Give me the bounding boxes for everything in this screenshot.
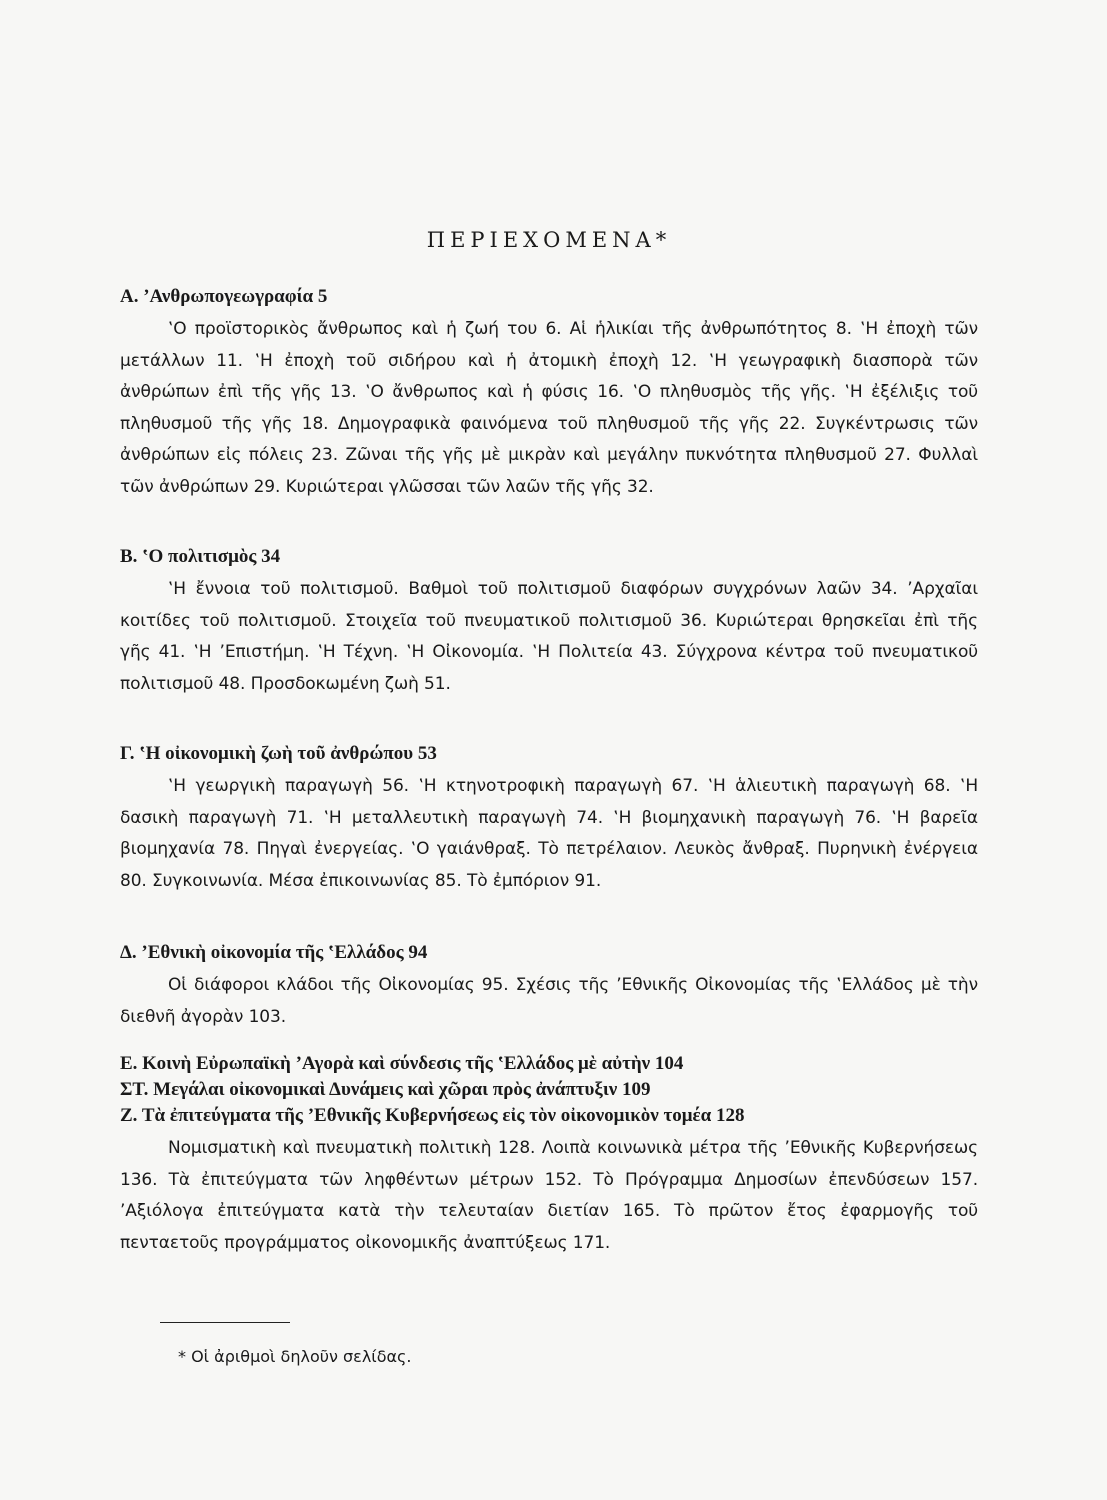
section-c-heading: Γ. ‛Η οἰκονομικὴ ζωὴ τοῦ ἀνθρώπου 53 [120,743,437,764]
section-c [120,741,978,897]
section-d-heading: Δ. ’Εθνικὴ οἰκονομία τῆς ‛Ελλάδος 94 [120,942,428,963]
section-e-heading: Ε. Κοινὴ Εὐρωπαϊκὴ ’Αγορὰ καὶ σύνδεσις τῆς ‛Ελλάδος μὲ αὐτὴν 104 [120,1053,684,1074]
section-z-heading: Ζ. Τὰ ἐπιτεύγματα τῆς ’Εθνικῆς Κυβερνήσεως εἰς τὸν οἰκονομικὸν τομέα 128 [120,1105,745,1126]
section-c-body: ‛Η γεωργικὴ παραγωγὴ 56. ‛Η κτηνοτροφικὴ παραγωγὴ 67. ‛Η ἁλιευτικὴ παραγωγὴ 68. ‛Η δασικὴ παραγωγὴ 71. ‛Η μεταλλευτικὴ παραγωγὴ 74. ‛Η βιομηχανικὴ παραγωγὴ 76. ‛Η βαρεῖα βιομηχανία 78. Πηγαὶ ἐνεργείας. ‛Ο γαιάνθραξ. Τὸ πετρέλαιον. Λευκὸς ἄνθραξ. Πυρηνικὴ ἐνέργεια 80. Συγκοινωνία. Μέσα ἐπικοινωνίας 85. Τὸ ἐμπόριον 91. [120,776,978,891]
section-d-body: Οἱ διάφοροι κλάδοι τῆς Οἰκονομίας 95. Σχέσις τῆς ’Εθνικῆς Οἰκονομίας τῆς ‛Ελλάδος μὲ τὴν διεθνῆ ἀγορὰν 103. [120,975,978,1027]
section-a-body: ‛Ο προϊστορικὸς ἄνθρωπος καὶ ἡ ζωή του 6. Αἱ ἡλικίαι τῆς ἀνθρωπότητος 8. ‛Η ἐποχὴ τῶν μετάλλων 11. ‛Η ἐποχὴ τοῦ σιδήρου καὶ ἡ ἀτομικὴ ἐποχὴ 12. ‛Η γεωγραφικὴ διασπορὰ τῶν ἀνθρώπων ἐπὶ τῆς γῆς 13. ‛Ο ἄνθρωπος καὶ ἡ φύσις 16. ‛Ο πληθυσμὸς τῆς γῆς. ‛Η ἐξέλιξις τοῦ πληθυσμοῦ τῆς γῆς 18. Δημογραφικὰ φαινόμενα τοῦ πληθυσμοῦ τῆς γῆς 22. Συγκέντρωσις τῶν ἀνθρώπων εἰς πόλεις 23. Ζῶναι τῆς γῆς μὲ μικρὰν καὶ μεγάλην πυκνότητα πληθυσμοῦ 27. Φυλλαὶ τῶν ἀνθρώπων 29. Κυριώτεραι γλῶσσαι τῶν λαῶν τῆς γῆς 32. [120,319,978,497]
page-title: ΠΕΡΙΕΧΟΜΕΝΑ* [426,228,672,252]
sections-e-z [120,1051,978,1259]
section-z-body: Νομισματικὴ καὶ πνευματικὴ πολιτικὴ 128. Λοιπὰ κοινωνικὰ μέτρα τῆς ’Εθνικῆς Κυβερνήσεως 136. Τὰ ἐπιτεύγματα τῶν ληφθέντων μέτρων 152. Τὸ Πρόγραμμα Δημοσίων ἐπενδύσεων 157. ’Αξιόλογα ἐπιτεύγματα κατὰ τὴν τελευταίαν διετίαν 165. Τὸ πρῶτον ἔτος ἐφαρμογῆς τοῦ πενταετοῦς προγράμματος οἰκονομικῆς ἀναπτύξεως 171. [120,1138,978,1253]
section-a [120,284,978,503]
footnote: * Οἱ ἀριθμοὶ δηλοῦν σελίδας. [178,1347,412,1366]
section-st-heading: ΣΤ. Μεγάλαι οἰκονομικαὶ Δυνάμεις καὶ χῶραι πρὸς ἀνάπτυξιν 109 [120,1079,651,1100]
section-a-heading: Α. ’Ανθρωπογεωγραφία 5 [120,286,328,307]
contents-page [120,0,978,1500]
section-b-body: ‛Η ἔννοια τοῦ πολιτισμοῦ. Βαθμοὶ τοῦ πολιτισμοῦ διαφόρων συγχρόνων λαῶν 34. ’Αρχαῖαι κοιτίδες τοῦ πολιτισμοῦ. Στοιχεῖα τοῦ πνευματικοῦ πολιτισμοῦ 36. Κυριώτεραι θρησκεῖαι ἐπὶ τῆς γῆς 41. ‛Η ’Επιστήμη. ‛Η Τέχνη. ‛Η Οἰκονομία. ‛Η Πολιτεία 43. Σύγχρονα κέντρα τοῦ πνευματικοῦ πολιτισμοῦ 48. Προσδοκωμένη ζωὴ 51. [120,579,978,694]
footnote-rule [160,1322,290,1323]
section-b-heading: Β. ‛Ο πολιτισμὸς 34 [120,546,281,567]
section-d [120,940,978,1033]
section-b [120,544,978,700]
